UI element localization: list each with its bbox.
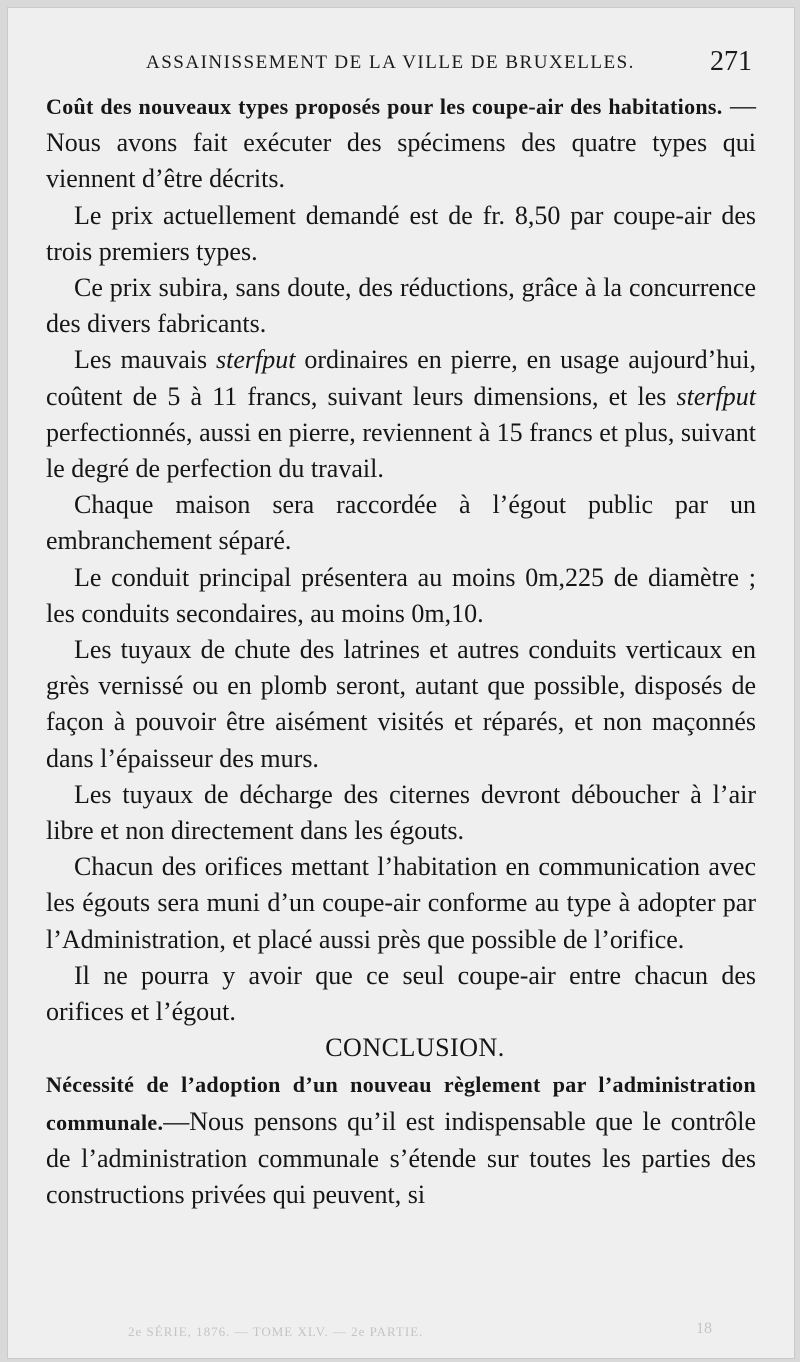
sheet-number: 18: [696, 1320, 712, 1337]
paragraph-text: — Nous avons fait exécuter des spécimens des quatre types qui viennent d’être décrits.: [46, 91, 756, 194]
paragraph-text: Les mauvais: [74, 345, 216, 375]
body-text: [46, 88, 756, 1213]
paragraph-connection: Chaque maison sera raccordée à l’égout public par un embranchement séparé.: [46, 490, 756, 556]
section-title: CONCLUSION.: [325, 1033, 505, 1063]
paragraph-pipes: Les tuyaux de chute des latrines et autres conduits verticaux en grès vernissé ou en plomb seront, autant que possible, disposés de façon à pouvoir être aisément visités et réparés, et non maçonnés dans l’épaisseur des murs.: [46, 635, 756, 773]
paragraph-sterfput: [46, 342, 756, 487]
paragraph-text: perfectionnés, aussi en pierre, reviennent à 15 francs et plus, suivant le degré de perfection du travail.: [46, 417, 756, 484]
paragraph-reductions: Ce prix subira, sans doute, des réductions, grâce à la concurrence des divers fabricants.: [46, 273, 756, 339]
page-number: 271: [710, 46, 752, 77]
paragraph-regulation: [46, 1066, 756, 1213]
paragraph-orifices: Chacun des orifices mettant l’habitation en communication avec les égouts sera muni d’un coupe-air conforme au type à adopter par l’Administration, et placé aussi près que possible de l’orifice.: [46, 852, 756, 954]
paragraph-text: —Nous pensons qu’il est indispensable que le contrôle de l’administration communale s’étende sur toutes les parties des constructions privées qui peuvent, si: [46, 1106, 756, 1210]
paragraph-text: ordinaires en pierre, en usage aujourd’hui, coûtent de 5 à 11 francs, suivant leurs dimensions, et les: [46, 345, 756, 411]
running-head: ASSAINISSEMENT DE LA VILLE DE BRUXELLES.: [146, 52, 635, 73]
page-header: [8, 48, 794, 84]
paragraph-price: Le prix actuellement demandé est de fr. 8,50 par coupe-air des trois premiers types.: [46, 200, 756, 266]
paragraph-diameter: Le conduit principal présentera au moins 0m,225 de diamètre ; les conduits secondaires, au moins 0m,10.: [46, 562, 756, 628]
paragraph-single-trap: Il ne pourra y avoir que ce seul coupe-air entre chacun des orifices et l’égout.: [46, 960, 756, 1027]
runin-heading-cost: Coût des nouveaux types proposés pour les coupe-air des habitations.: [46, 94, 723, 119]
runin-heading-regulation: Nécessité de l’adoption d’un nouveau règlement par l’administration communale.: [46, 1072, 756, 1135]
italic-term: sterfput: [215, 345, 296, 375]
italic-term: sterfput: [676, 381, 756, 411]
sheet-signature: 2e SÉRIE, 1876. — TOME XLV. — 2e PARTIE.: [128, 1324, 424, 1339]
book-page: [8, 8, 794, 1358]
paragraph-cost-heading: [46, 88, 756, 198]
paragraph-cisterns: Les tuyaux de décharge des citernes devront déboucher à l’air libre et non directement dans les égouts.: [46, 779, 756, 846]
